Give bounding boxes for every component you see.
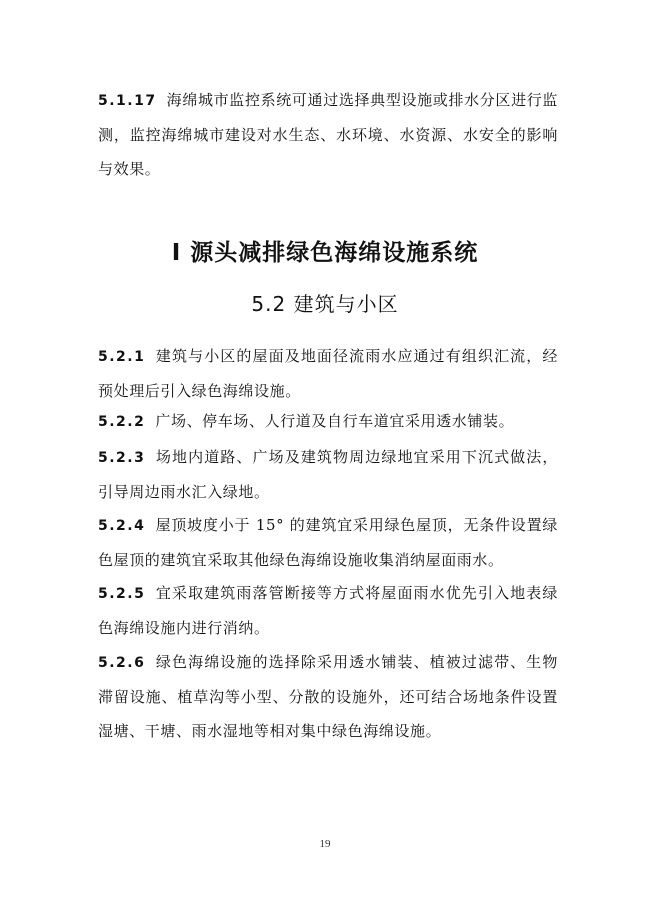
clause-number: 5.2.2 [98, 414, 146, 430]
clause-5-1-17 [98, 83, 558, 186]
clause-text: 场地内道路、广场及建筑物周边绿地宜采用下沉式做法，引导周边雨水汇入绿地。 [98, 448, 558, 501]
clause-text: 宜采取建筑雨落管断接等方式将屋面雨水优先引入地表绿色海绵设施内进行消纳。 [98, 584, 558, 637]
clause-5-2-6 [98, 645, 558, 748]
clause-5-2-2 [98, 404, 558, 439]
clause-text: 屋顶坡度小于 15° 的建筑宜采用绿色屋顶，无条件设置绿色屋顶的建筑宜采取其他绿色海绵设施收集消纳屋面雨水。 [98, 516, 558, 569]
clause-number: 5.2.5 [98, 586, 146, 602]
clause-number: 5.1.17 [98, 93, 157, 109]
clause-text: 海绵城市监控系统可通过选择典型设施或排水分区进行监测，监控海绵城市建设对水生态、水环境、水资源、水安全的影响与效果。 [98, 91, 558, 178]
clause-5-2-4 [98, 508, 558, 577]
section-heading: Ⅰ 源头减排绿色海绵设施系统 [171, 240, 479, 266]
clause-text: 建筑与小区的屋面及地面径流雨水应通过有组织汇流，经预处理后引入绿色海绵设施。 [98, 347, 558, 400]
subsection-heading: 5.2 建筑与小区 [251, 292, 399, 316]
clause-text: 广场、停车场、人行道及自行车道宜采用透水铺装。 [155, 412, 515, 430]
clause-text: 绿色海绵设施的选择除采用透水铺装、植被过滤带、生物滞留设施、植草沟等小型、分散的设施外，还可结合场地条件设置湿塘、干塘、雨水湿地等相对集中绿色海绵设施。 [98, 653, 558, 740]
clause-number: 5.2.6 [98, 655, 146, 671]
clause-5-2-5 [98, 576, 558, 645]
clause-5-2-1 [98, 339, 558, 408]
page-number: 19 [319, 838, 331, 850]
clause-number: 5.2.4 [98, 518, 146, 534]
clause-number: 5.2.1 [98, 349, 146, 365]
clause-5-2-3 [98, 440, 558, 509]
clause-number: 5.2.3 [98, 450, 146, 466]
